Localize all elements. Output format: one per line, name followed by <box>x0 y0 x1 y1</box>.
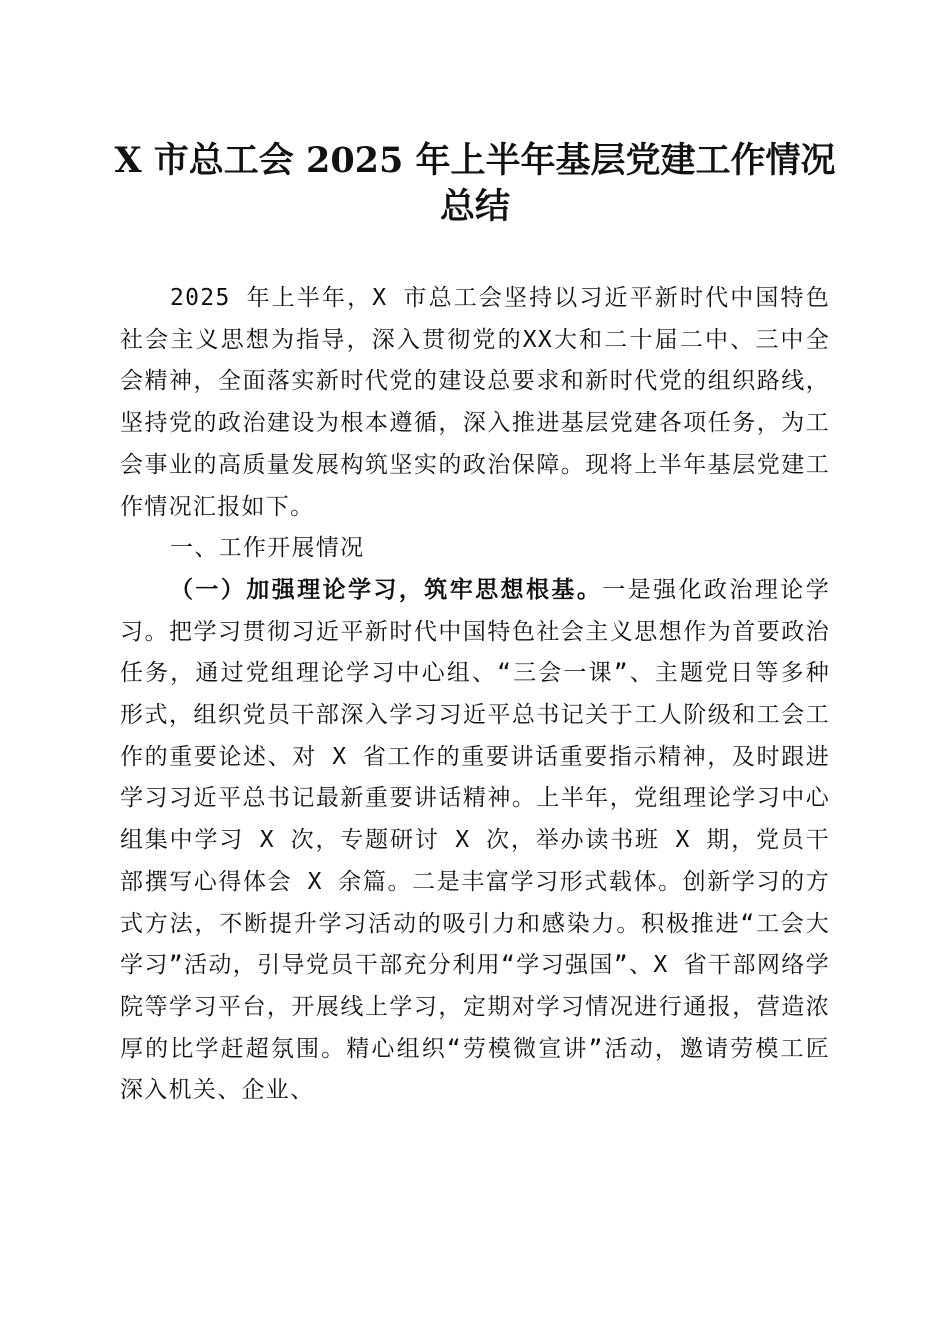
subsection-paragraph <box>120 570 830 1112</box>
document-title-line-2: 总结 <box>439 186 510 227</box>
subsection-title: （一）加强理论学习，筑牢思想根基。 <box>170 576 603 603</box>
intro-paragraph: 2025 年上半年，X 市总工会坚持以习近平新时代中国特色社会主义思想为指导，深入贯彻党的XX大和二十届二中、三中全会精神，全面落实新时代党的建设总要求和新时代党的组织路线，坚持党的政治建设为根本遵循，深入推进基层党建各项任务，为工会事业的高质量发展构筑坚实的政治保障。现将上半年基层党建工作情况汇报如下。 <box>120 285 830 520</box>
document-title-line-1: X 市总工会 2025 年上半年基层党建工作情况 <box>114 140 836 181</box>
subsection-body: 一是强化政治理论学习。把学习贯彻习近平新时代中国特色社会主义思想作为首要政治任务，通过党组理论学习中心组、“三会一课”、主题党日等多种形式，组织党员干部深入学习习近平总书记关于工人阶级和工会工作的重要论述、对 X 省工作的重要讲话重要指示精神，及时跟进学习习近平总书记最新重要讲话精神。上半年，党组理论学习中心组集中学习 X 次，专题研讨 X 次，举办读书班 X 期，党员干部撰写心得体会 X 余篇。二是丰富学习形式载体。创新学习的方式方法，不断提升学习活动的吸引力和感染力。积极推进“工会大学习”活动，引导党员干部充分利用“学习强国”、X 省干部网络学院等学习平台，开展线上学习，定期对学习情况进行通报，营造浓厚的比学赶超氛围。精心组织“劳模微宣讲”活动，邀请劳模工匠深入机关、企业、 <box>120 576 831 1104</box>
section-heading: 一、工作开展情况 <box>170 535 365 562</box>
document-body <box>120 278 830 1112</box>
